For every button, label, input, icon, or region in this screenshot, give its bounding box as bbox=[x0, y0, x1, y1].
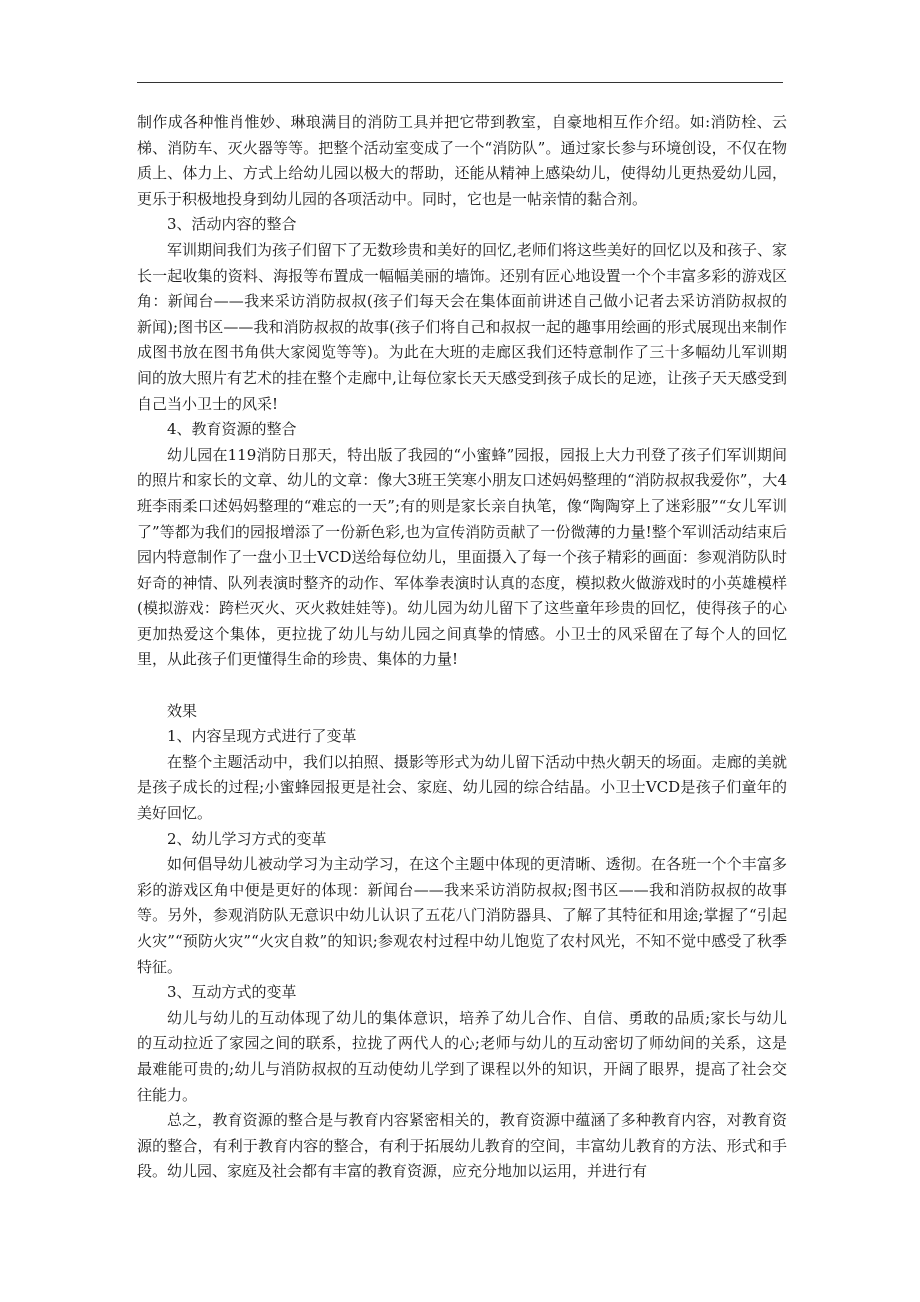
header-rule bbox=[137, 82, 783, 83]
section-heading: 3、活动内容的整合 bbox=[167, 215, 297, 234]
section-heading: 效果 bbox=[167, 701, 198, 720]
section-heading: 4、教育资源的整合 bbox=[167, 420, 297, 439]
paragraph: 幼儿与幼儿的互动体现了幼儿的集体意识，培养了幼儿合作、自信、勇敢的品质;家长与幼儿的互动拉近了家园之间的联系，拉拢了两代人的心;老师与幼儿的互动密切了师幼间的关系，这是最难能可贵的;幼儿与消防叔叔的互动使幼儿学到了课程以外的知识，开阔了眼界，提高了社会交往能力。 bbox=[137, 1008, 787, 1104]
section-heading: 1、内容呈现方式进行了变革 bbox=[167, 727, 357, 746]
blank-line bbox=[137, 673, 787, 699]
paragraph: 幼儿园在119消防日那天，特出版了我园的“小蜜蜂”园报，园报上大力刊登了孩子们军训期间的照片和家长的文章、幼儿的文章：像大3班王笑寒小朋友口述妈妈整理的“消防叔叔我爱你”，大4班李雨柔口述妈妈整理的“难忘的一天”;有的则是家长亲自执笔，像“陶陶穿上了迷彩服”“女儿军训了”等都为我们的园报增添了一份新色彩,也为宣传消防贡献了一份微薄的力量!整个军训活动结束后园内特意制作了一盘小卫士VCD送给每位幼儿，里面摄入了每一个孩子精彩的画面：参观消防队时好奇的神情、队列表演时整齐的动作、军体拳表演时认真的态度，模拟救火做游戏时的小英雄模样(模拟游戏：跨栏灭火、灭火救娃娃等)。幼儿园为幼儿留下了这些童年珍贵的回忆，使得孩子的心更加热爱这个集体，更拉拢了幼儿与幼儿园之间真挚的情感。小卫士的风采留在了每个人的回忆里，从此孩子们更懂得生命的珍贵、集体的力量! bbox=[137, 445, 787, 669]
section-heading: 3、互动方式的变革 bbox=[167, 983, 297, 1002]
section-heading: 2、幼儿学习方式的变革 bbox=[167, 829, 327, 848]
paragraph: 制作成各种惟肖惟妙、琳琅满目的消防工具并把它带到教室，自豪地相互作介绍。如:消防栓、云梯、消防车、灭火器等等。把整个活动室变成了一个“消防队”。通过家长参与环境创设，不仅在物质上、体力上、方式上给幼儿园以极大的帮助，还能从精神上感染幼儿，使得幼儿更热爱幼儿园，更乐于积极地投身到幼儿园的各项活动中。同时，它也是一帖亲情的黏合剂。 bbox=[137, 113, 787, 208]
paragraph: 在整个主题活动中，我们以拍照、摄影等形式为幼儿留下活动中热火朝天的场面。走廊的美就是孩子成长的过程;小蜜蜂园报更是社会、家庭、幼儿园的综合结晶。小卫士VCD是孩子们童年的美好回忆。 bbox=[137, 752, 787, 823]
paragraph: 军训期间我们为孩子们留下了无数珍贵和美好的回忆,老师们将这些美好的回忆以及和孩子、家长一起收集的资料、海报等布置成一幅幅美丽的墙饰。还别有匠心地设置一个个丰富多彩的游戏区角：新闻台——我来采访消防叔叔(孩子们每天会在集体面前讲述自己做小记者去采访消防叔叔的新闻);图书区——我和消防叔叔的故事(孩子们将自己和叔叔一起的趣事用绘画的形式展现出来制作成图书放在图书角供大家阅览等等)。为此在大班的走廊区我们还特意制作了三十多幅幼儿军训期间的放大照片有艺术的挂在整个走廊中,让每位家长天天感受到孩子成长的足迹，让孩子天天感受到自己当小卫士的风采! bbox=[137, 240, 787, 413]
document-body bbox=[137, 110, 787, 1185]
paragraph: 如何倡导幼儿被动学习为主动学习，在这个主题中体现的更清晰、透彻。在各班一个个丰富多彩的游戏区角中便是更好的体现：新闻台——我来采访消防叔叔;图书区——我和消防叔叔的故事等。另外，参观消防队无意识中幼儿认识了五花八门消防器具、了解了其特征和用途;掌握了“引起火灾”“预防火灾”“火灾自救”的知识;参观农村过程中幼儿饱览了农村风光，不知不觉中感受了秋季特征。 bbox=[137, 855, 787, 976]
paragraph: 总之，教育资源的整合是与教育内容紧密相关的，教育资源中蕴涵了多种教育内容，对教育资源的整合，有利于教育内容的整合，有利于拓展幼儿教育的空间，丰富幼儿教育的方法、形式和手段。幼儿园、家庭及社会都有丰富的教育资源，应充分地加以运用，并进行有 bbox=[137, 1111, 787, 1181]
